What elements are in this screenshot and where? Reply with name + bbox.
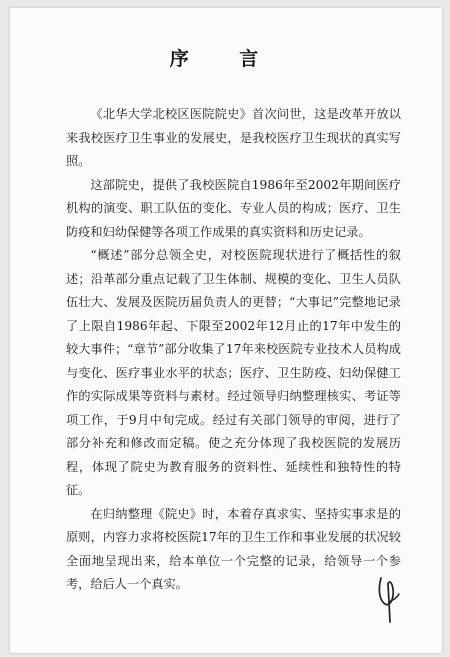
paragraph-3: “概述”部分总领全史，对校医院现状进行了概括性的叙述；沿革部分重点记载了卫生体制、规模的变化、卫生人员队伍壮大、发展及医院历届负责人的更替；“大事记”完整地记录了上限自1986年起、下限至2002年12月止的17年中发生的较大事件；“章节”部分收集了17年来校医院专业技术人员构成与变化、医疗事业水平的状态；医疗、卫生防疫、妇幼保健工作的实际成果等资料与素材。经过领导归纳整理核实、考证等项工作，于9月中旬完成。经过有关部门领导的审阅，进行了部分补充和修改而定稿。使之充分体现了我校医院的发展历程，体现了院史为教育服务的资料性、延续性和独特性的特征。: [66, 248, 401, 497]
page-title: 序 言: [169, 48, 281, 70]
document-body: [66, 103, 401, 597]
paragraph-1: 《北华大学北校区医院院史》首次问世，这是改革开放以来我校医疗卫生事业的发展史，是我校医疗卫生现状的真实写照。: [66, 107, 401, 168]
handwritten-signature: [372, 570, 406, 628]
paragraph-2: 这部院史，提供了我校医院自1986年至2002年期间医疗机构的演变、职工队伍的变化、专业人员的构成；医疗、卫生防疫和妇幼保健等各项工作成果的真实资料和历史记录。: [66, 177, 401, 239]
paragraph-4: 在归纳整理《院史》时，本着存真求实、坚持实事求是的原则，内容力求将校医院17年的卫生工作和事业发展的状况较全面地呈现出来，给本单位一个完整的记录，给领导一个参考，给后人一个真实。: [66, 506, 401, 591]
